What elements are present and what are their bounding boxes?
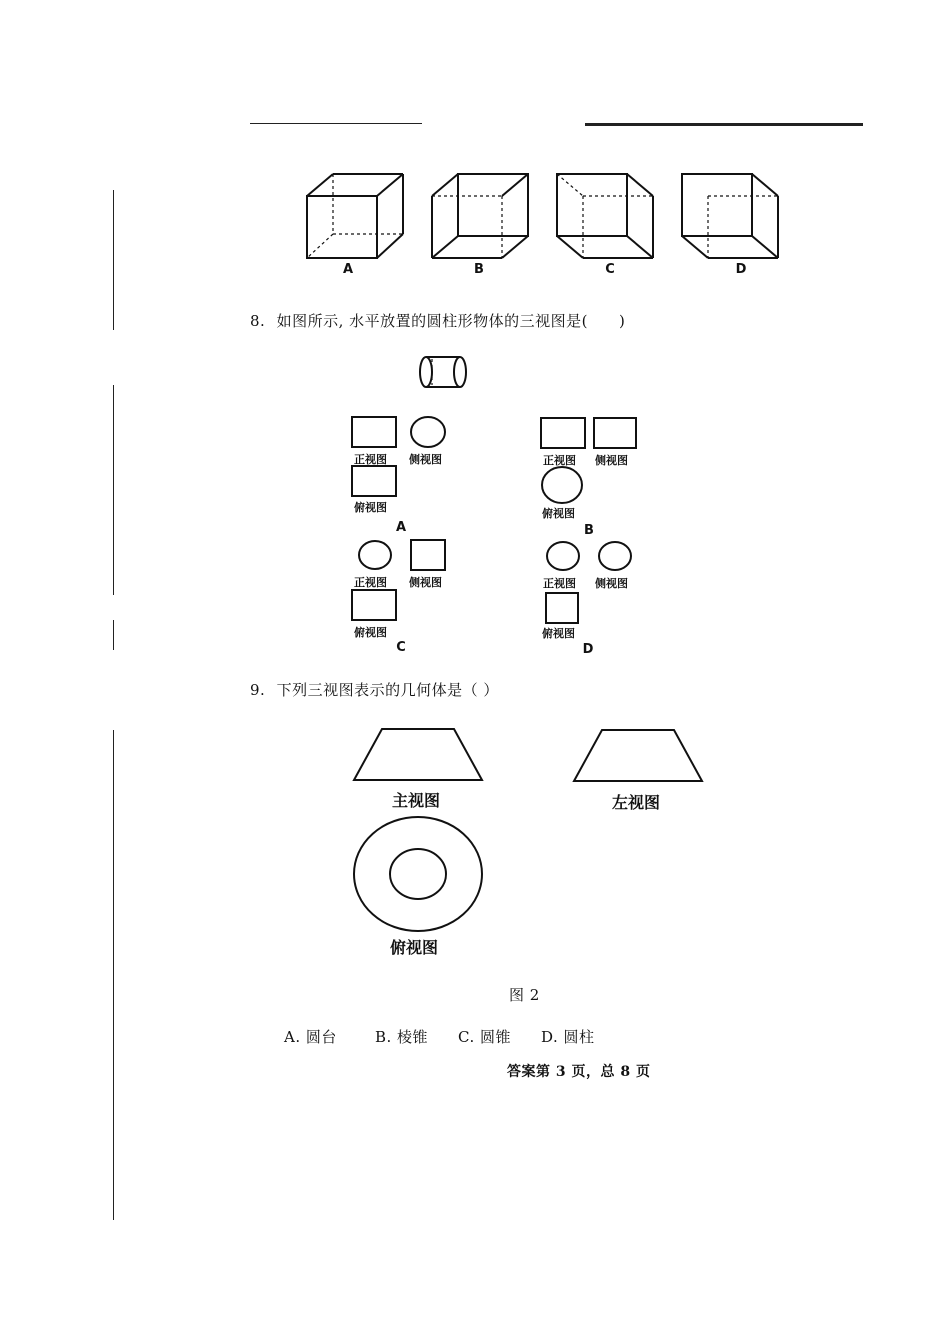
header-rule-left (250, 123, 422, 124)
b-top-view (540, 465, 584, 505)
q8-number: 8. (250, 312, 266, 330)
margin-line-1 (113, 190, 114, 330)
q9-choice-b: B. 棱锥 (375, 1028, 429, 1046)
a-side-label: 侧视图 (409, 453, 442, 466)
cube-c-label: C (605, 262, 615, 277)
c-side-view (410, 539, 446, 571)
q9-main-label: 主视图 (392, 791, 441, 810)
b-option-label: B (584, 523, 594, 538)
d-front-view (545, 540, 581, 572)
d-front-label: 正视图 (543, 577, 576, 590)
a-option-label: A (395, 520, 407, 535)
b-side-view (593, 417, 637, 449)
q9-top-label: 俯视图 (390, 938, 439, 957)
q9-top-view (352, 815, 484, 933)
a-top-label: 俯视图 (354, 501, 387, 514)
d-option-label: D (582, 642, 594, 657)
a-top-view (351, 465, 397, 497)
c-front-view (357, 539, 393, 571)
q9-left-label: 左视图 (612, 793, 661, 812)
c-front-label: 正视图 (354, 576, 387, 589)
d-top-label: 俯视图 (542, 627, 575, 640)
d-side-view (597, 540, 633, 572)
c-option-label: C (396, 640, 406, 655)
b-front-view (540, 417, 586, 449)
q9-figure-caption: 图 2 (509, 986, 540, 1004)
q9-choice-c: C. 圆锥 (458, 1028, 511, 1046)
q8-text: 如图所示, 水平放置的圆柱形物体的三视图是( ) (276, 312, 626, 330)
d-top-view (545, 592, 579, 624)
q9-main-view (352, 727, 484, 783)
cube-d-label: D (735, 262, 747, 277)
c-top-view (351, 589, 397, 621)
q9-text: 下列三视图表示的几何体是（ ） (276, 681, 499, 699)
q9-left-view (572, 728, 704, 784)
cube-b-label: B (474, 262, 484, 277)
cylinder-figure (418, 355, 470, 389)
a-front-view (351, 416, 397, 448)
b-top-label: 俯视图 (542, 507, 575, 520)
margin-line-3 (113, 620, 114, 650)
margin-line-2 (113, 385, 114, 595)
cube-a-figure (305, 172, 405, 262)
header-rule-right (585, 123, 863, 126)
a-side-view (409, 415, 447, 449)
c-top-label: 俯视图 (354, 626, 387, 639)
cube-d-figure (680, 172, 780, 262)
q8-question (250, 310, 625, 331)
page-footer: 答案第 3 页，总 8 页 (507, 1064, 651, 1080)
cube-b-figure (430, 172, 530, 262)
b-side-label: 侧视图 (595, 454, 628, 467)
margin-line-4 (113, 730, 114, 1220)
cube-a-label: A (342, 262, 354, 277)
q9-choice-a: A. 圆台 (284, 1028, 337, 1046)
q9-question (250, 679, 499, 700)
cube-c-figure (555, 172, 655, 262)
q9-choice-d: D. 圆柱 (541, 1028, 595, 1046)
c-side-label: 侧视图 (409, 576, 442, 589)
q9-number: 9. (250, 681, 266, 699)
d-side-label: 侧视图 (595, 577, 628, 590)
a-front-label: 正视图 (354, 453, 387, 466)
b-front-label: 正视图 (543, 454, 576, 467)
